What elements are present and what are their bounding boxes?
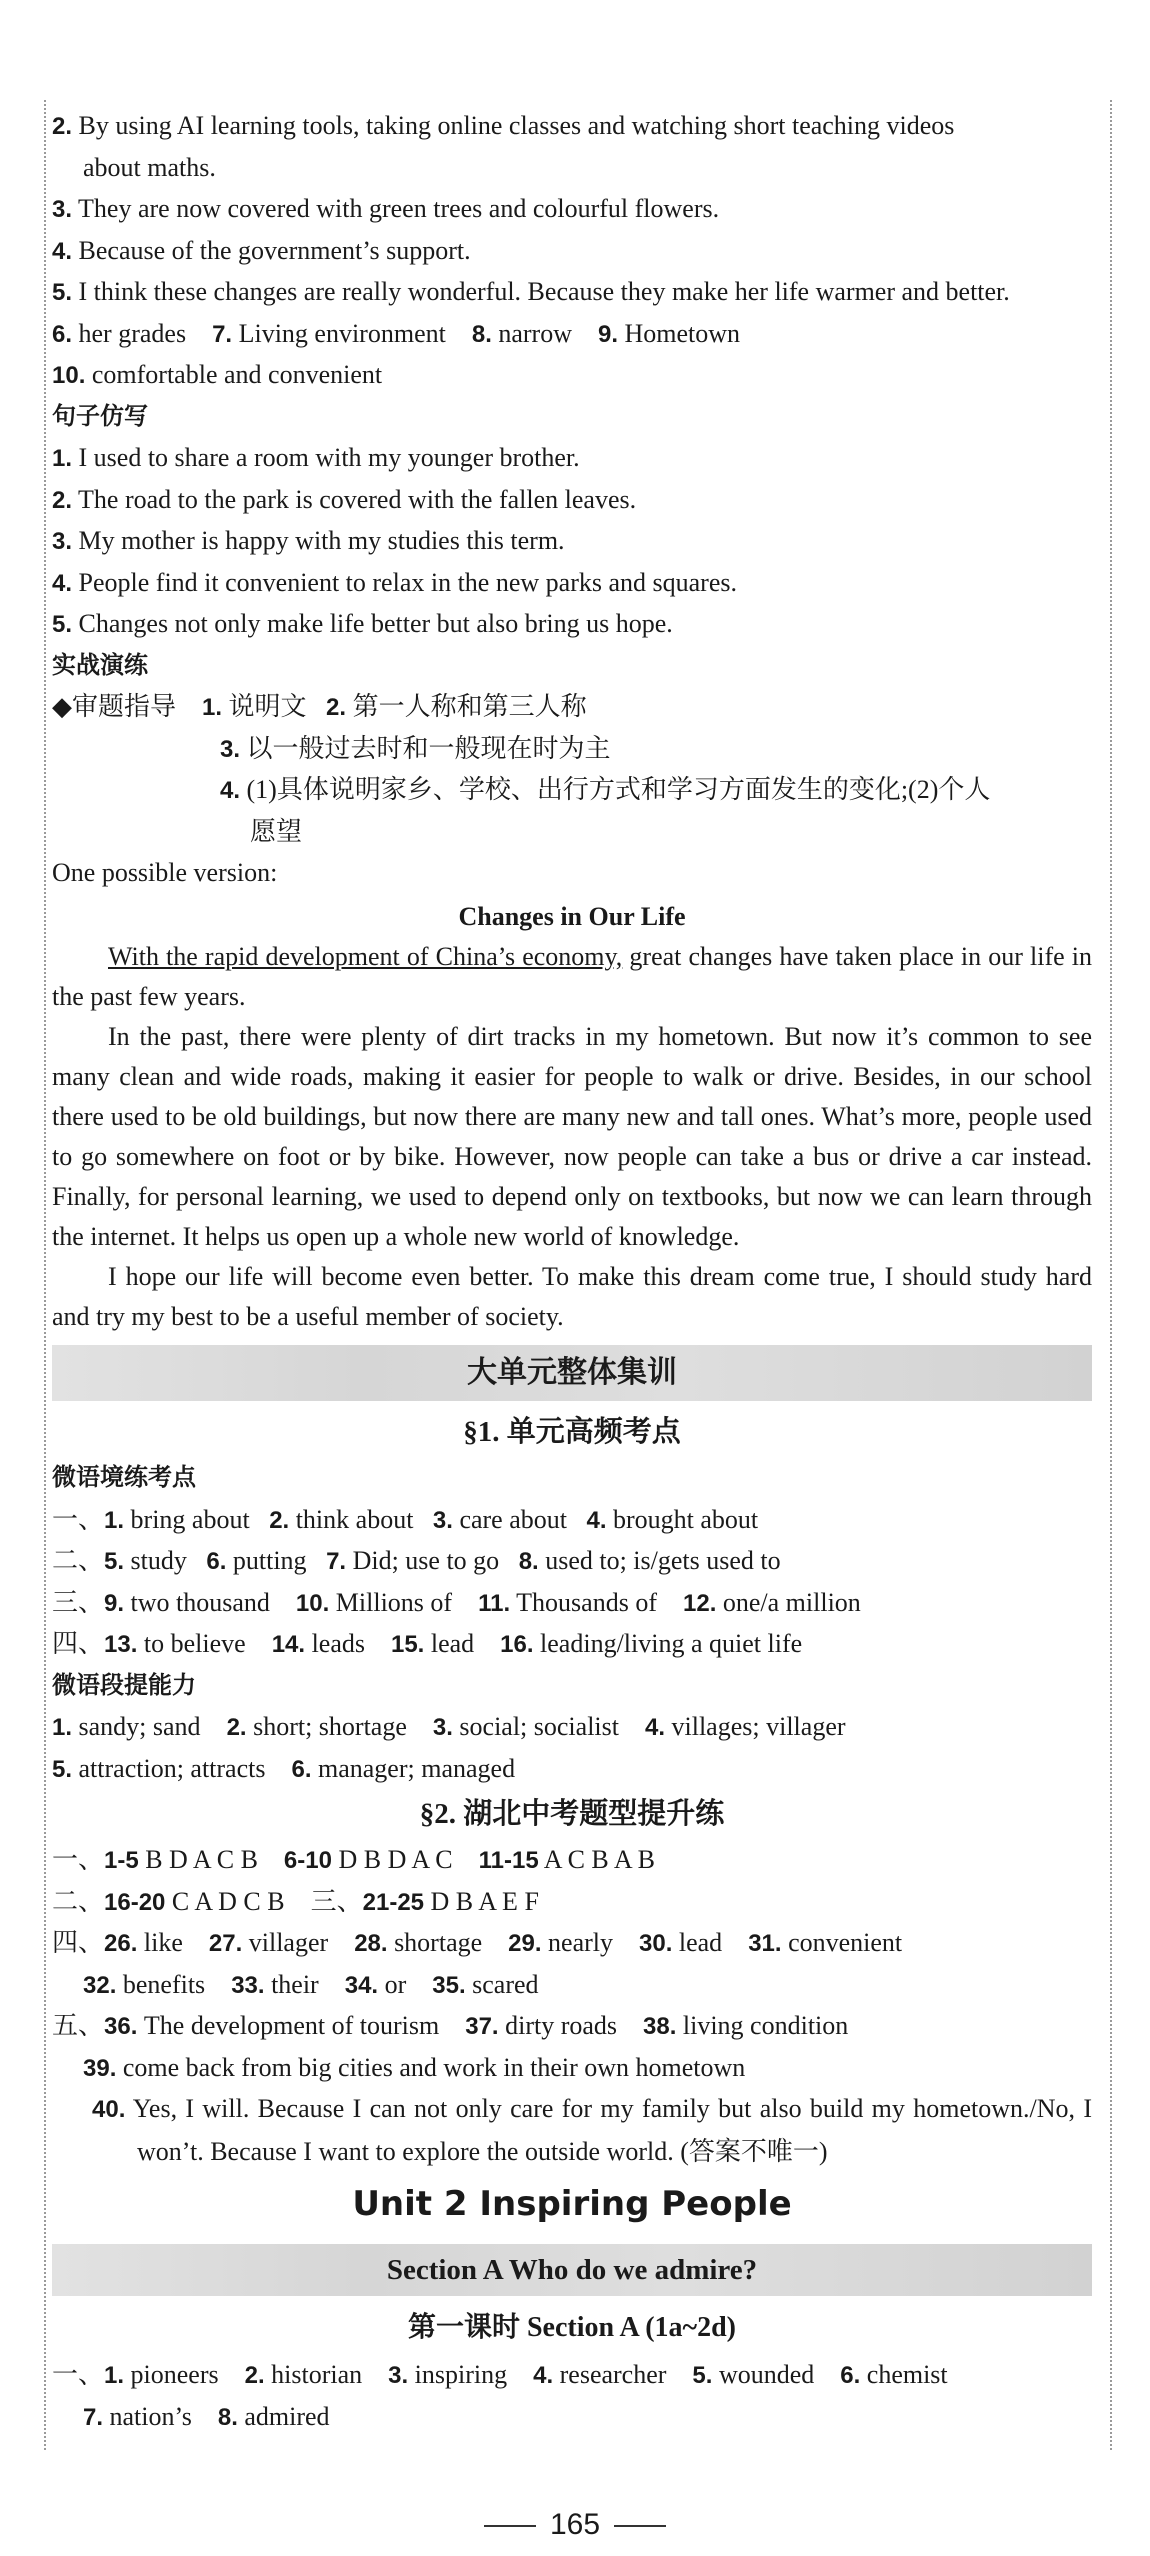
answer-line: 二、16-20 C A D C B 三、21-25 D B A E F	[52, 1886, 539, 1916]
answer-line: 一、1. bring about 2. think about 3. care about 4. brought about	[52, 1504, 759, 1534]
left-dotted-margin	[44, 100, 46, 2450]
answer-line: 3. My mother is happy with my studies this term.	[52, 526, 565, 555]
page-number: 165	[0, 2508, 1150, 2542]
guide-line: ◆审题指导 1. 说明文 2. 第一人称和第三人称	[52, 692, 587, 721]
answer-line: 3. They are now covered with green trees and colourful flowers.	[52, 194, 720, 223]
unit-title: Unit 2 Inspiring People	[352, 2184, 792, 2224]
answer-line: 五、36. The development of tourism 37. dirty roads 38. living condition	[52, 2011, 849, 2040]
essay-paragraph: I hope our life will become even better. To make this dream come true, I should study hard and try my best to be a useful member of society.	[52, 1262, 1092, 1331]
answer-line: 5. Changes not only make life better but also bring us hope.	[52, 609, 673, 638]
answer-line: 4. Because of the government’s support.	[52, 235, 471, 265]
essay-paragraph: With the rapid development of China’s economy, great changes have taken place in our life in the past few years.	[52, 942, 1092, 1011]
guide-line: 3. 以一般过去时和一般现在时为主	[220, 733, 611, 763]
essay-title: Changes in Our Life	[458, 901, 686, 931]
answer-line: 40. Yes, I will. Because I can not only care for my family but also build my hometown./No, I won’t. Because I want to explore the outside world. (答案不唯一)	[92, 2094, 1092, 2166]
section-title: §2. 湖北中考题型提升练	[419, 1798, 725, 1830]
section-title: §1. 单元高频考点	[463, 1416, 681, 1448]
answer-line: 1. sandy; sand 2. short; shortage 3. social; socialist 4. villages; villager	[52, 1712, 846, 1741]
guide-line: 愿望	[250, 816, 303, 846]
answer-line: 7. nation’s 8. admired	[83, 2401, 330, 2431]
answer-line: about maths.	[83, 152, 216, 182]
unit-review-banner: 大单元整体集训	[52, 1345, 1092, 1401]
answer-line: 三、9. two thousand 10. Millions of 11. Thousands of 12. one/a million	[52, 1587, 861, 1617]
answer-line: 四、13. to believe 14. leads 15. lead 16. leading/living a quiet life	[52, 1629, 803, 1658]
answer-line: 4. People find it convenient to relax in the new parks and squares.	[52, 567, 737, 597]
section-heading: 微语段提能力	[52, 1670, 196, 1699]
answer-line: 6. her grades 7. Living environment 8. narrow 9. Hometown	[52, 318, 741, 348]
answer-line: 四、26. like 27. villager 28. shortage 29. nearly 30. lead 31. convenient	[52, 1928, 903, 1957]
section-heading: 句子仿写	[52, 401, 148, 430]
section-heading: 微语境练考点	[52, 1463, 196, 1491]
answer-line: 39. come back from big cities and work in their own hometown	[83, 2052, 746, 2082]
answer-line: 2. The road to the park is covered with the fallen leaves.	[52, 484, 637, 514]
answer-line: 2. By using AI learning tools, taking online classes and watching short teaching videos	[52, 111, 955, 140]
diamond-bullet-icon: ◆	[52, 692, 72, 721]
answer-line: 1. I used to share a room with my younger brother.	[52, 443, 580, 472]
answer-line: 32. benefits 33. their 34. or 35. scared	[83, 1969, 539, 1999]
answer-line: 5. I think these changes are really wonderful. Because they make her life warmer and better.	[52, 277, 1010, 306]
right-dotted-margin	[1110, 100, 1112, 2450]
answer-line: 10. comfortable and convenient	[52, 360, 383, 389]
answer-line: 一、1. pioneers 2. historian 3. inspiring 4. researcher 5. wounded 6. chemist	[52, 2360, 948, 2389]
answer-content	[52, 105, 1092, 2437]
lesson-title: 第一课时 Section A (1a~2d)	[407, 2312, 737, 2343]
section-banner: Section A Who do we admire?	[52, 2244, 1092, 2296]
essay-paragraph: In the past, there were plenty of dirt tracks in my hometown. But now it’s common to see many clean and wide roads, making it easier for people to walk or drive. Besides, in our school there used to be old buildings, but now there are many new and tall ones. What’s more, people used to go somewhere on foot or by bike. However, now people can take a bus or drive a car instead. Finally, for personal learning, we used to depend only on textbooks, but now we can learn through the internet. It helps us open up a whole new world of knowledge.	[52, 1022, 1092, 1251]
answer-line: 二、5. study 6. putting 7. Did; use to go 8. used to; is/gets used to	[52, 1546, 781, 1575]
answer-line: 5. attraction; attracts 6. manager; managed	[52, 1753, 516, 1783]
guide-line: 4. (1)具体说明家乡、学校、出行方式和学习方面发生的变化;(2)个人	[220, 775, 991, 804]
version-label: One possible version:	[52, 858, 278, 887]
section-heading: 实战演练	[52, 650, 148, 679]
answer-line: 一、1-5 B D A C B 6-10 D B D A C 11-15 A C B A B	[52, 1845, 656, 1874]
